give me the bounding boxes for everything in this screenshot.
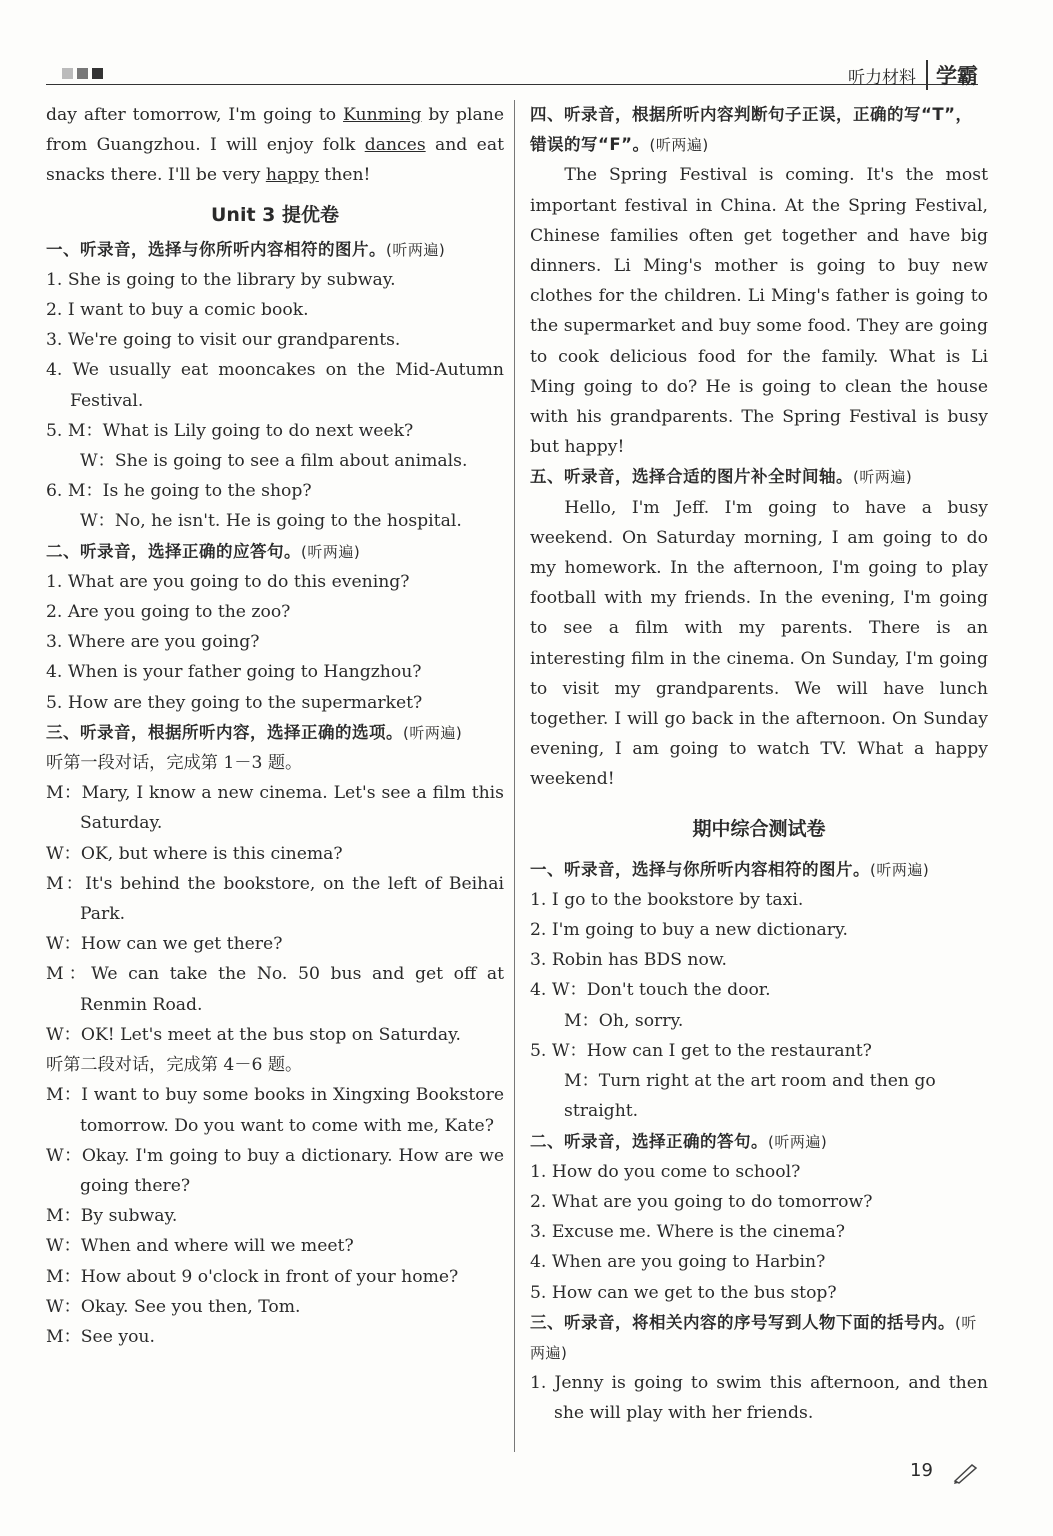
section-heading: 二、听录音，选择正确的应答句。(听两遍): [46, 541, 361, 561]
list-item: 2. I want to buy a comic book.: [46, 300, 309, 321]
list-item: W：She is going to see a film about animals.: [80, 451, 468, 472]
list-item: 1. Jenny is going to swim this afternoon, and then she will play with her friends.: [530, 1373, 988, 1424]
list-item: 3. We're going to visit our grandparents.: [46, 330, 401, 351]
midterm-title: 期中综合测试卷: [692, 817, 826, 840]
list-item: 3. Robin has BDS now.: [530, 950, 727, 971]
section-heading: 一、听录音，选择与你所听内容相符的图片。(听两遍): [46, 239, 446, 259]
list-item: M：Oh, sorry.: [564, 1010, 684, 1031]
dialogue-line: W：When and where will we meet?: [46, 1236, 354, 1257]
dialogue-line: M：I want to buy some books in Xingxing Bookstore tomorrow. Do you want to come with me, Kate?: [46, 1085, 504, 1136]
page-number: 19: [910, 1460, 933, 1481]
list-item: 1. What are you going to do this evening?: [46, 571, 410, 592]
list-item: 4. W：Don't touch the door.: [530, 980, 771, 1001]
passage: The Spring Festival is coming. It's the most important festival in China. At the Spring Festival, Chinese families often get together and have big dinners. Li Ming's mother is going to buy new clothes for the children. Li Ming's father is going to the supermarket and buy some food. They are going to cook delicious food for the family. What is Li Ming going to do? He is going to clean the house with his grandparents. The Spring Festival is busy but happy!: [530, 165, 988, 458]
list-item: 5. How can we get to the bus stop?: [530, 1282, 837, 1303]
dialogue-line: M：We can take the No. 50 bus and get off at Renmin Road.: [46, 964, 504, 1015]
list-item: 4. We usually eat mooncakes on the Mid-Autumn Festival.: [46, 360, 504, 411]
header-decoration: [62, 68, 103, 79]
list-item: 3. Where are you going?: [46, 632, 260, 653]
list-item: 6. M：Is he going to the shop?: [46, 481, 312, 502]
dialogue-line: W：OK! Let's meet at the bus stop on Saturday.: [46, 1024, 462, 1045]
dialogue-line: W：Okay. I'm going to buy a dictionary. How are we going there?: [46, 1145, 504, 1196]
header-rule: [46, 84, 978, 85]
dialogue-instruction: 听第二段对话，完成第 4－6 题。: [46, 1055, 303, 1076]
dialogue-line: W：Okay. See you then, Tom.: [46, 1296, 301, 1317]
section-label: 听力材料: [848, 67, 916, 88]
list-item: 1. How do you come to school?: [530, 1161, 801, 1182]
header-right: [848, 60, 978, 90]
section-heading: 三、听录音，根据所听内容，选择正确的选项。(听两遍): [46, 722, 463, 742]
list-item: 5. How are they going to the supermarket?: [46, 692, 423, 713]
dialogue-line: M：How about 9 o'clock in front of your home?: [46, 1266, 459, 1287]
section-heading: 二、听录音，选择正确的答句。(听两遍): [530, 1131, 828, 1151]
column-divider: [514, 100, 515, 1452]
pencil-icon: [952, 1462, 978, 1484]
unit-title: Unit 3 提优卷: [211, 203, 339, 226]
dialogue-line: W：OK, but where is this cinema?: [46, 843, 343, 864]
list-item: 4. When is your father going to Hangzhou?: [46, 662, 422, 683]
intro-paragraph: day after tomorrow, I'm going to Kunming by plane from Guangzhou. I will enjoy folk dances and eat snacks there. I'll be very happy then!: [46, 105, 504, 186]
right-column: [530, 100, 988, 1429]
list-item: 4. When are you going to Harbin?: [530, 1252, 826, 1273]
brand-logo: 学霸: [926, 60, 978, 90]
section-heading: 五、听录音，选择合适的图片补全时间轴。(听两遍): [530, 467, 913, 487]
section-heading: 一、听录音，选择与你所听内容相符的图片。(听两遍): [530, 859, 930, 879]
list-item: 2. I'm going to buy a new dictionary.: [530, 920, 848, 941]
left-column: [46, 100, 504, 1352]
list-item: 2. What are you going to do tomorrow?: [530, 1191, 873, 1212]
list-item: 5. W：How can I get to the restaurant?: [530, 1040, 872, 1061]
list-item: 5. M：What is Lily going to do next week?: [46, 420, 414, 441]
list-item: 1. She is going to the library by subway.: [46, 269, 396, 290]
section-heading: 四、听录音，根据所听内容判断句子正误，正确的写“T”，错误的写“F”。(听两遍): [530, 105, 973, 155]
list-item: W：No, he isn't. He is going to the hospital.: [80, 511, 462, 532]
dialogue-line: W：How can we get there?: [46, 934, 283, 955]
section-heading: 三、听录音，将相关内容的序号写到人物下面的括号内。(听两遍): [530, 1312, 977, 1362]
dialogue-line: M：By subway.: [46, 1206, 178, 1227]
dialogue-instruction: 听第一段对话，完成第 1－3 题。: [46, 753, 303, 774]
list-item: 2. Are you going to the zoo?: [46, 602, 291, 623]
page-header: [46, 60, 978, 90]
passage: Hello, I'm Jeff. I'm going to have a busy weekend. On Saturday morning, I am going to do my homework. In the afternoon, I'm going to play football with my friends. In the evening, I'm going to see a film with my parents. There is an interesting film in the cinema. On Sunday, I'm going to visit my grandparents. We will have lunch together. I will go back in the afternoon. On Sunday evening, I am going to watch TV. What a happy weekend!: [530, 497, 988, 790]
list-item: 3. Excuse me. Where is the cinema?: [530, 1222, 845, 1243]
dialogue-line: M：It's behind the bookstore, on the left of Beihai Park.: [46, 873, 504, 925]
dialogue-line: M：Mary, I know a new cinema. Let's see a film this Saturday.: [46, 783, 504, 834]
dialogue-line: M：See you.: [46, 1326, 155, 1347]
list-item: 1. I go to the bookstore by taxi.: [530, 889, 804, 910]
list-item: M：Turn right at the art room and then go straight.: [564, 1071, 936, 1122]
